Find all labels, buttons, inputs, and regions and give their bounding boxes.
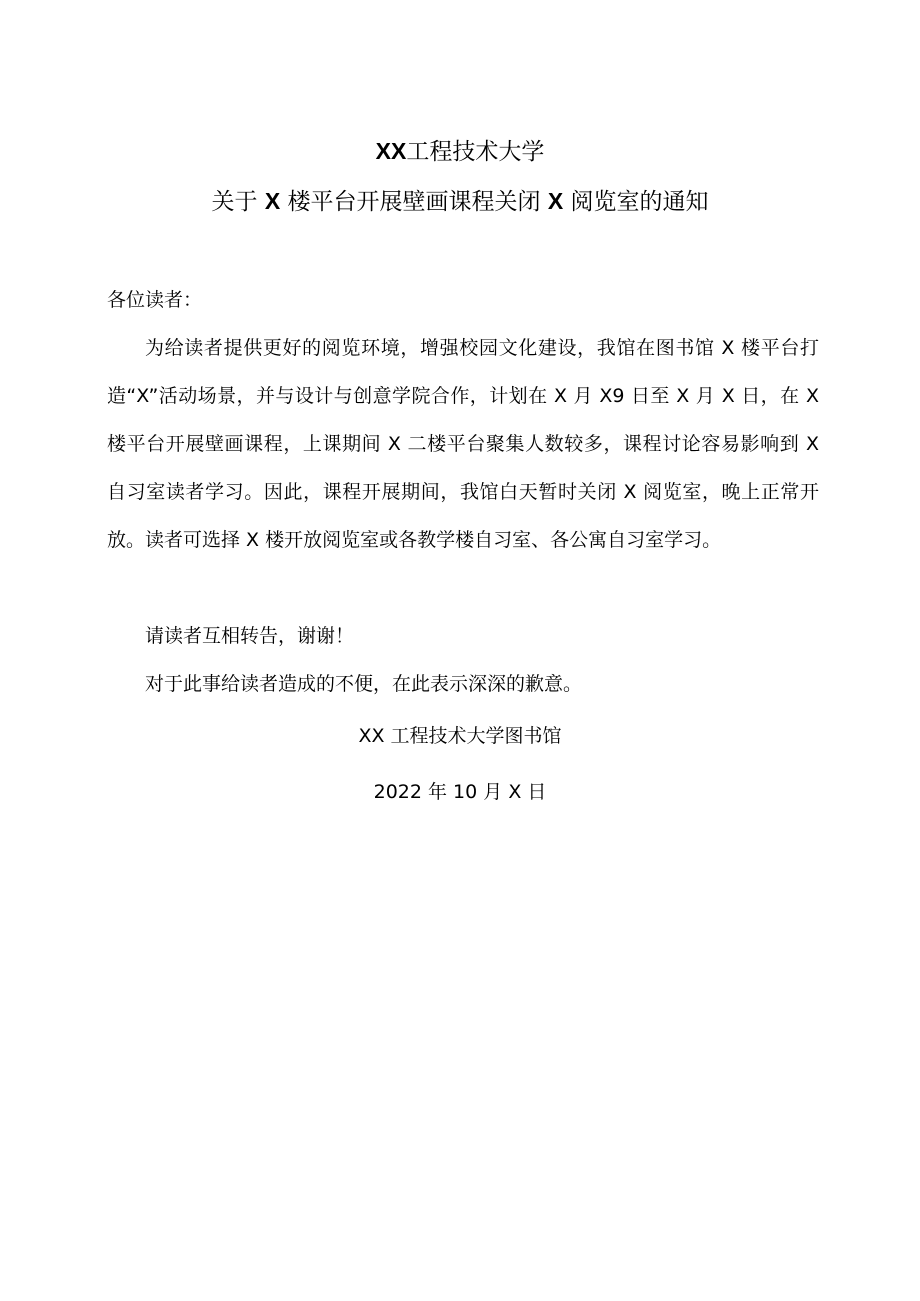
document-date: 2022 年 10 月 X 日 bbox=[373, 781, 547, 803]
request-paragraph: 请读者互相转告，谢谢！ bbox=[145, 625, 355, 647]
title-org-rest: 工程技术大学 bbox=[406, 139, 545, 165]
signer: XX 工程技术大学图书馆 bbox=[358, 725, 562, 747]
subtitle-x1: X bbox=[264, 188, 281, 214]
subtitle-x2: X bbox=[547, 188, 564, 214]
document-subtitle bbox=[0, 185, 920, 218]
title-org-prefix: XX bbox=[375, 138, 407, 164]
apology-paragraph: 对于此事给读者造成的不便，在此表示深深的歉意。 bbox=[145, 673, 583, 695]
subtitle-part1: 关于 bbox=[211, 189, 258, 215]
subtitle-part2: 楼平台开展壁画课程关闭 bbox=[287, 189, 541, 215]
subtitle-part3: 阅览室的通知 bbox=[570, 189, 709, 215]
document-title bbox=[0, 135, 920, 168]
salutation: 各位读者： bbox=[107, 289, 203, 311]
main-paragraph: 为给读者提供更好的阅览环境，增强校园文化建设，我馆在图书馆 X 楼平台打造“X”活动场景，并与设计与创意学院合作，计划在 X 月 X9 日至 X 月 X 日，在 X 楼平台开展壁画课程，上课期间 X 二楼平台聚集人数较多，课程讨论容易影响到 X 自习室读者学习。因此，课程开展期间，我馆白天暂时关闭 X 阅览室，晚上正常开放。读者可选择 X 楼开放阅览室或各教学楼自习室、各公寓自习室学习。 bbox=[107, 337, 819, 551]
